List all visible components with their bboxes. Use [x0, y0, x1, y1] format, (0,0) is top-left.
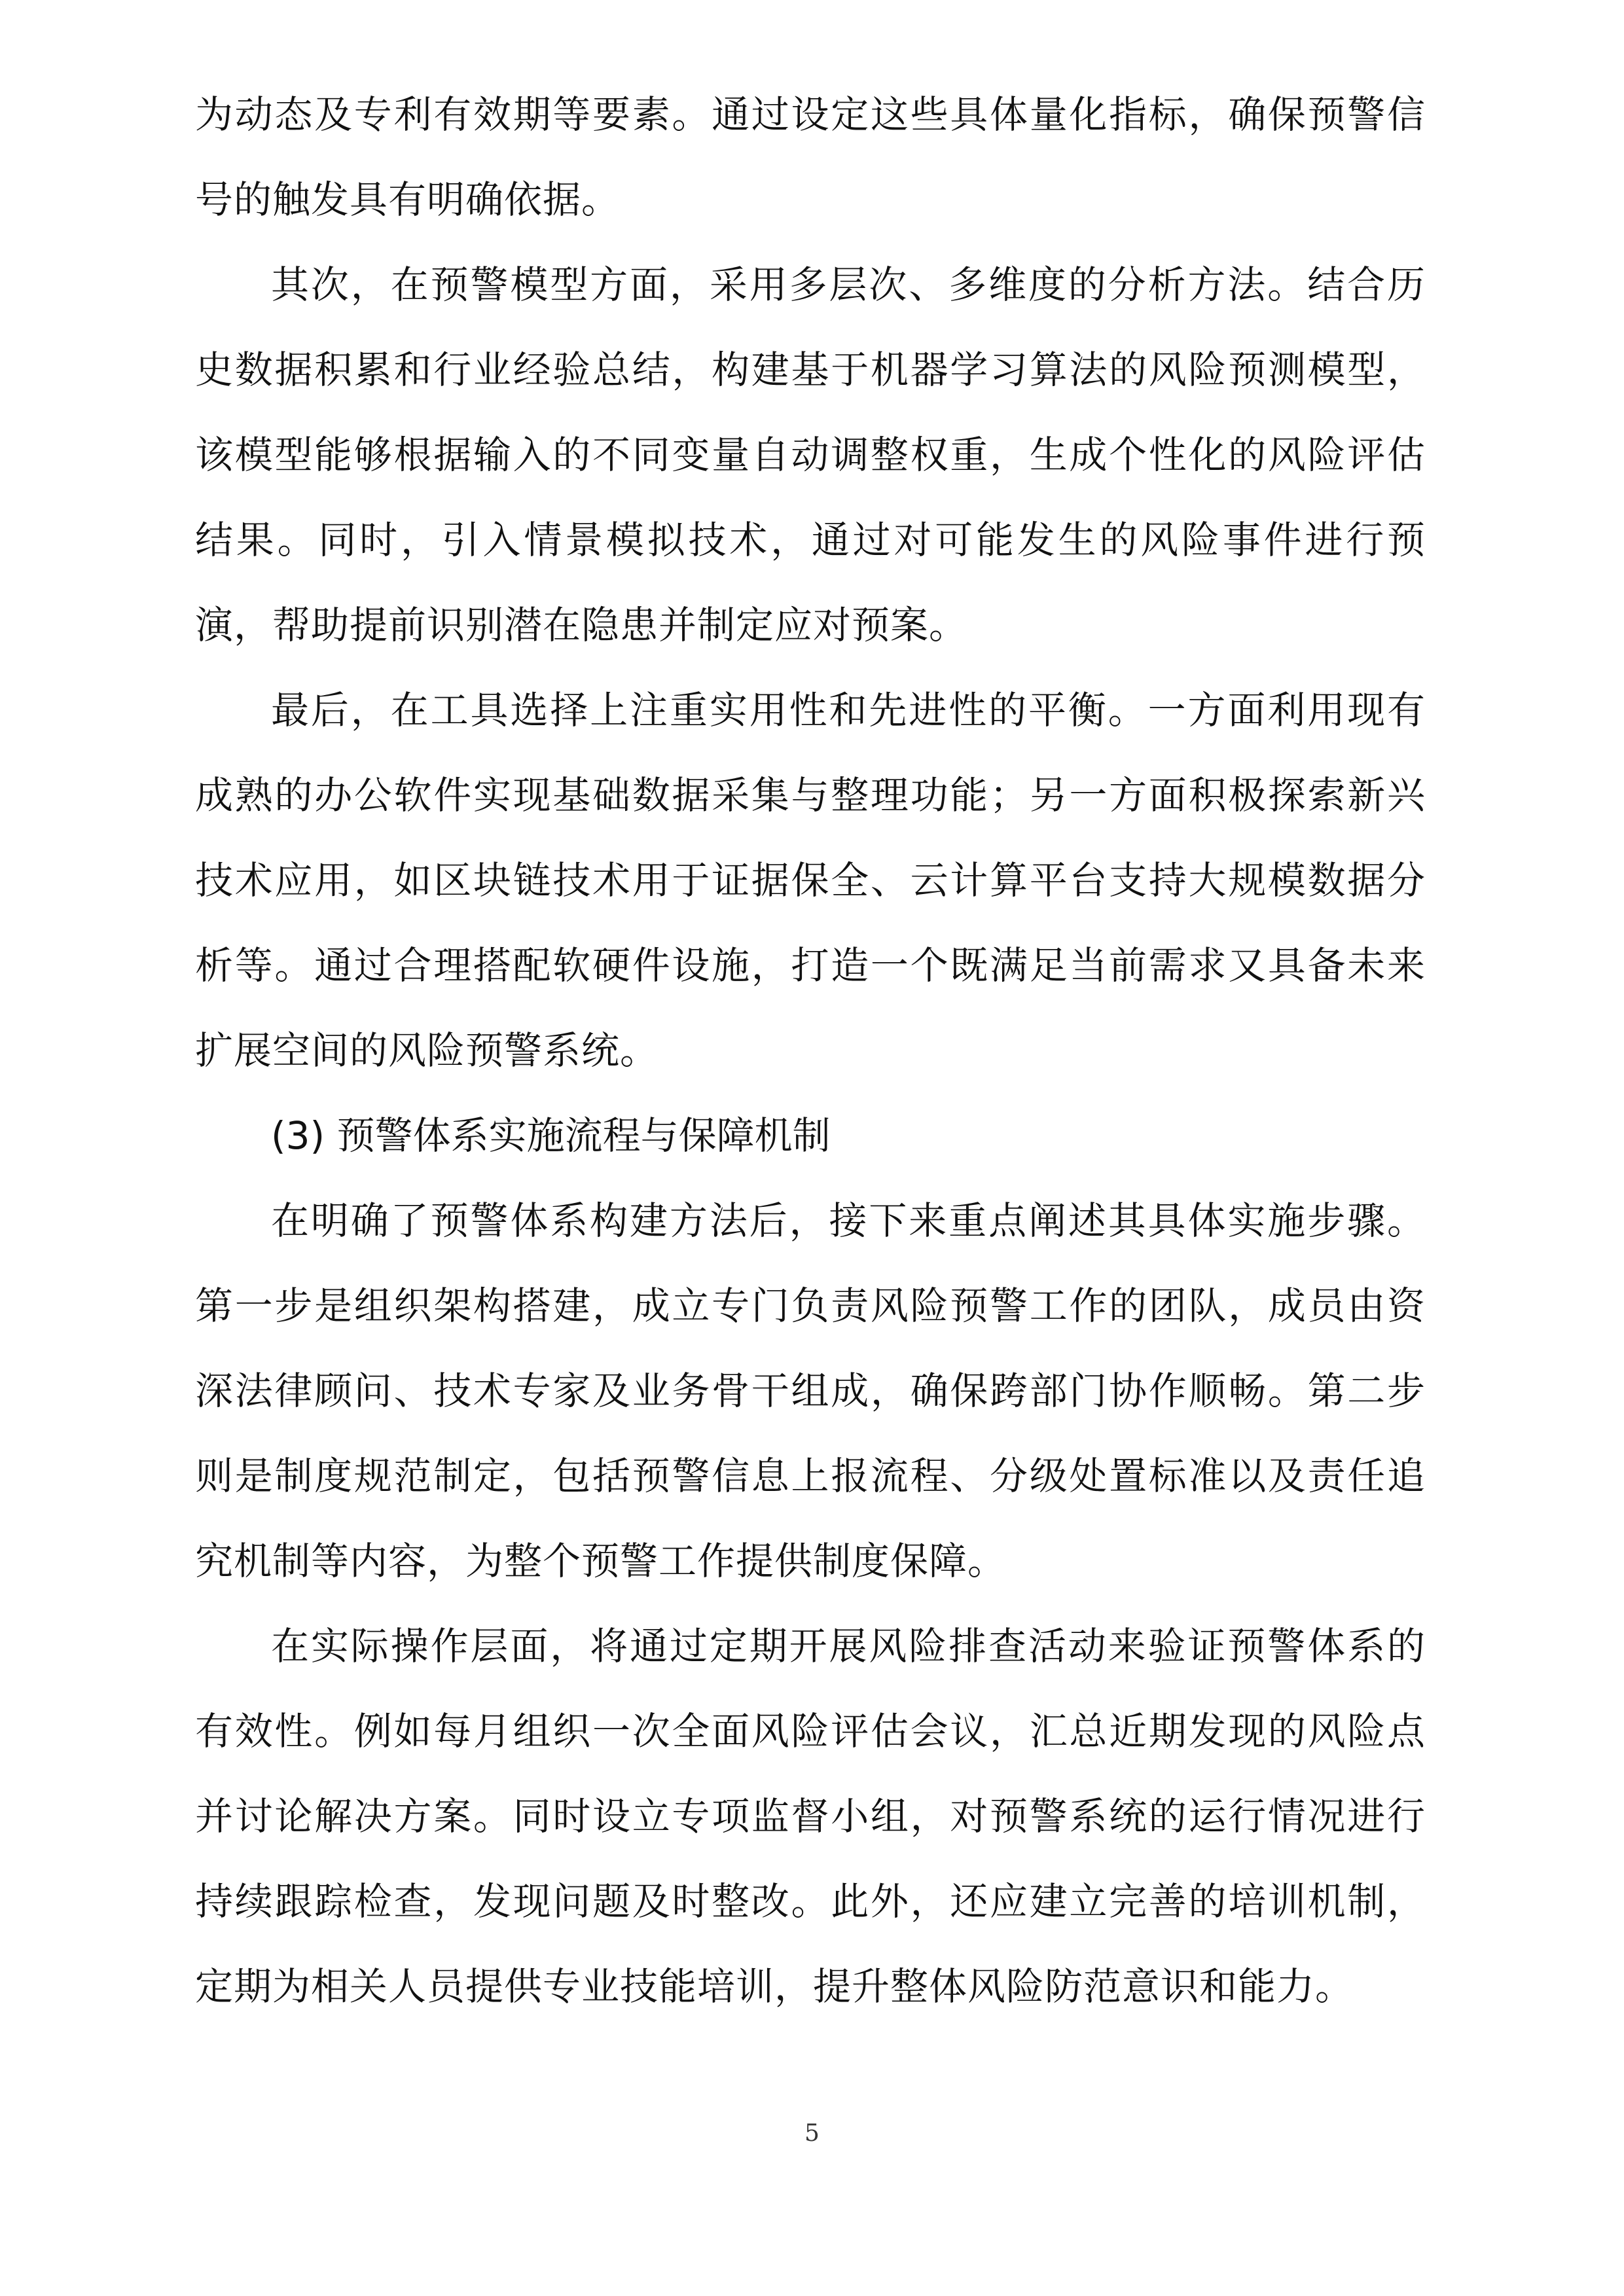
paragraph-implementation: 在明确了预警体系构建方法后，接下来重点阐述其具体实施步骤。第一步是组织架构搭建，成立专门负责风险预警工作的团队，成员由资深法律顾问、技术专家及业务骨干组成，确保跨部门协作顺畅。第二步则是制度规范制定，包括预警信息上报流程、分级处置标准以及责任追究机制等内容，为整个预警工作提供制度保障。 [195, 1198, 1426, 1583]
section-heading: (3) 预警体系实施流程与保障机制 [271, 1113, 831, 1158]
page-number: 5 [804, 2120, 820, 2147]
paragraph-model: 其次，在预警模型方面，采用多层次、多维度的分析方法。结合历史数据积累和行业经验总结，构建基于机器学习算法的风险预测模型，该模型能够根据输入的不同变量自动调整权重，生成个性化的风险评估结果。同时，引入情景模拟技术，通过对可能发生的风险事件进行预演，帮助提前识别潜在隐患并制定应对预案。 [195, 262, 1426, 647]
page-body [195, 72, 1426, 2029]
paragraph-operation: 在实际操作层面，将通过定期开展风险排查活动来验证预警体系的有效性。例如每月组织一次全面风险评估会议，汇总近期发现的风险点并讨论解决方案。同时设立专项监督小组，对预警系统的运行情况进行持续跟踪检查，发现问题及时整改。此外，还应建立完善的培训机制，定期为相关人员提供专业技能培训，提升整体风险防范意识和能力。 [195, 1624, 1426, 2009]
paragraph-continued: 为动态及专利有效期等要素。通过设定这些具体量化指标，确保预警信号的触发具有明确依据。 [195, 92, 1426, 222]
paragraph-tools: 最后，在工具选择上注重实用性和先进性的平衡。一方面利用现有成熟的办公软件实现基础数据采集与整理功能；另一方面积极探索新兴技术应用，如区块链技术用于证据保全、云计算平台支持大规模数据分析等。通过合理搭配软硬件设施，打造一个既满足当前需求又具备未来扩展空间的风险预警系统。 [195, 688, 1426, 1073]
